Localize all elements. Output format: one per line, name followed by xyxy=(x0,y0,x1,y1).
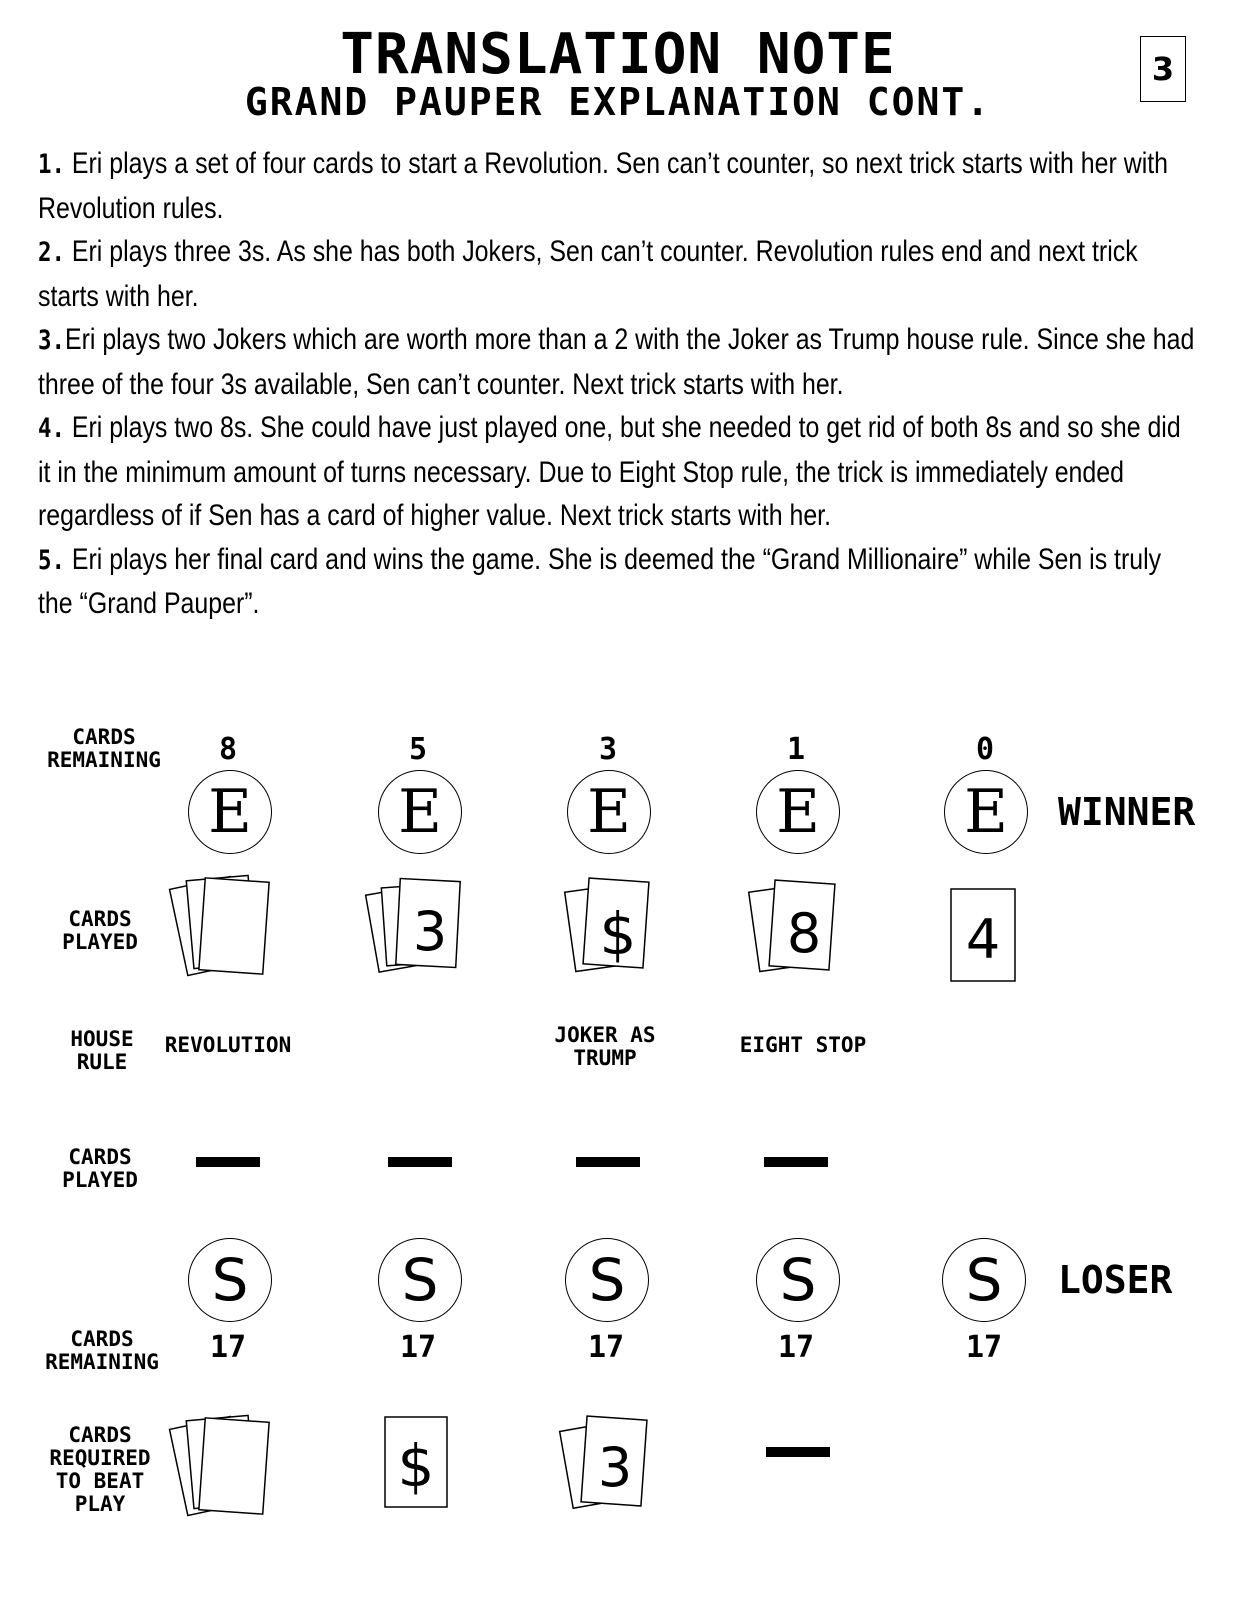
page-title: TRANSLATION NOTE xyxy=(340,22,896,87)
label-cards-played-sen: CARDS PLAYED xyxy=(62,1145,138,1192)
notes-list xyxy=(38,142,1196,626)
label-cards-required: CARDS REQUIRED TO BEAT PLAY xyxy=(49,1423,151,1516)
card-face-label: 3 xyxy=(412,900,448,963)
sen-status: LOSER xyxy=(1058,1258,1173,1302)
house-rule-revolution: REVOLUTION xyxy=(164,1033,292,1057)
required-pass-dash xyxy=(766,1447,830,1457)
eri-cards-remaining: 0 xyxy=(975,732,995,767)
eri-status: WINNER xyxy=(1058,790,1196,834)
eri-played-cards-4 xyxy=(742,872,862,982)
eri-played-cards-5 xyxy=(950,888,1020,984)
eri-cards-remaining: 8 xyxy=(218,732,238,767)
note-item xyxy=(38,230,1196,318)
eri-played-cards-2 xyxy=(360,872,480,982)
page-subtitle: GRAND PAUPER EXPLANATION CONT. xyxy=(244,80,992,124)
note-number: 1. xyxy=(38,149,65,180)
note-item xyxy=(38,406,1196,538)
label-cards-remaining-eri: CARDS REMAINING xyxy=(47,725,161,772)
card-face-label: $ xyxy=(599,900,637,968)
sen-cards-remaining: 17 xyxy=(587,1330,625,1365)
note-number: 4. xyxy=(38,413,65,444)
card-face-label: 3 xyxy=(597,1436,633,1499)
sen-avatar: S xyxy=(756,1238,840,1322)
house-rule-eight-stop: EIGHT STOP xyxy=(739,1033,867,1057)
eri-cards-remaining: 3 xyxy=(598,732,618,767)
sen-pass-dash xyxy=(388,1157,452,1167)
eri-played-cards-3 xyxy=(552,872,672,982)
note-text: Eri plays two 8s. She could have just played one, but she needed to get rid of both 8s and so she did it in the minimum amount of turns necessary. Due to Eight Stop rule, the trick is immediately ended regardless of if Sen has a card of higher value. Next trick starts with her. xyxy=(38,411,1181,532)
card-face-label: 8 xyxy=(786,902,822,965)
sen-cards-remaining: 17 xyxy=(965,1330,1003,1365)
eri-avatar: E xyxy=(567,770,651,854)
note-item xyxy=(38,538,1196,626)
label-cards-remaining-sen: CARDS REMAINING xyxy=(45,1327,159,1374)
eri-avatar: E xyxy=(756,770,840,854)
sen-avatar: S xyxy=(378,1238,462,1322)
required-cards-2 xyxy=(384,1416,450,1512)
label-house-rule: HOUSE RULE xyxy=(70,1027,134,1074)
sen-cards-remaining: 17 xyxy=(209,1330,247,1365)
note-item xyxy=(38,318,1196,406)
sen-pass-dash xyxy=(576,1157,640,1167)
note-item xyxy=(38,142,1196,230)
card-face-label: 4 xyxy=(965,908,1001,971)
card-face-label: $ xyxy=(397,1432,435,1500)
note-number: 5. xyxy=(38,544,65,576)
note-text: Eri plays a set of four cards to start a Revolution. Sen can’t counter, so next trick starts with her with Revolution rules. xyxy=(38,147,1168,225)
note-number: 3. xyxy=(38,325,65,356)
note-text: Eri plays her final card and wins the game. She is deemed the “Grand Millionaire” while Sen is truly the “Grand Pauper”. xyxy=(38,542,1162,620)
eri-avatar: E xyxy=(378,770,462,854)
house-rule-joker-trump: JOKER AS TRUMP xyxy=(554,1023,656,1070)
eri-played-cards-1 xyxy=(160,868,290,988)
sen-avatar: S xyxy=(188,1238,272,1322)
note-text: Eri plays three 3s. As she has both Jokers, Sen can’t counter. Revolution rules end and next trick starts with her. xyxy=(38,235,1138,313)
page-number: 3 xyxy=(1140,36,1186,102)
sen-avatar: S xyxy=(942,1238,1026,1322)
sen-avatar: S xyxy=(565,1238,649,1322)
required-cards-1 xyxy=(160,1408,290,1524)
eri-cards-remaining: 5 xyxy=(408,732,428,767)
sen-pass-dash xyxy=(196,1157,260,1167)
eri-avatar: E xyxy=(944,770,1028,854)
note-number: 2. xyxy=(38,237,65,268)
sen-cards-remaining: 17 xyxy=(777,1330,815,1365)
eri-cards-remaining: 1 xyxy=(786,732,806,767)
note-text: Eri plays two Jokers which are worth more than a 2 with the Joker as Trump house rule. Since she had three of the four 3s available, Sen can’t counter. Next trick starts with her. xyxy=(38,323,1195,401)
sen-cards-remaining: 17 xyxy=(399,1330,437,1365)
label-cards-played-eri: CARDS PLAYED xyxy=(62,907,138,954)
sen-pass-dash xyxy=(764,1157,828,1167)
eri-avatar: E xyxy=(188,770,272,854)
required-cards-3 xyxy=(556,1410,666,1520)
